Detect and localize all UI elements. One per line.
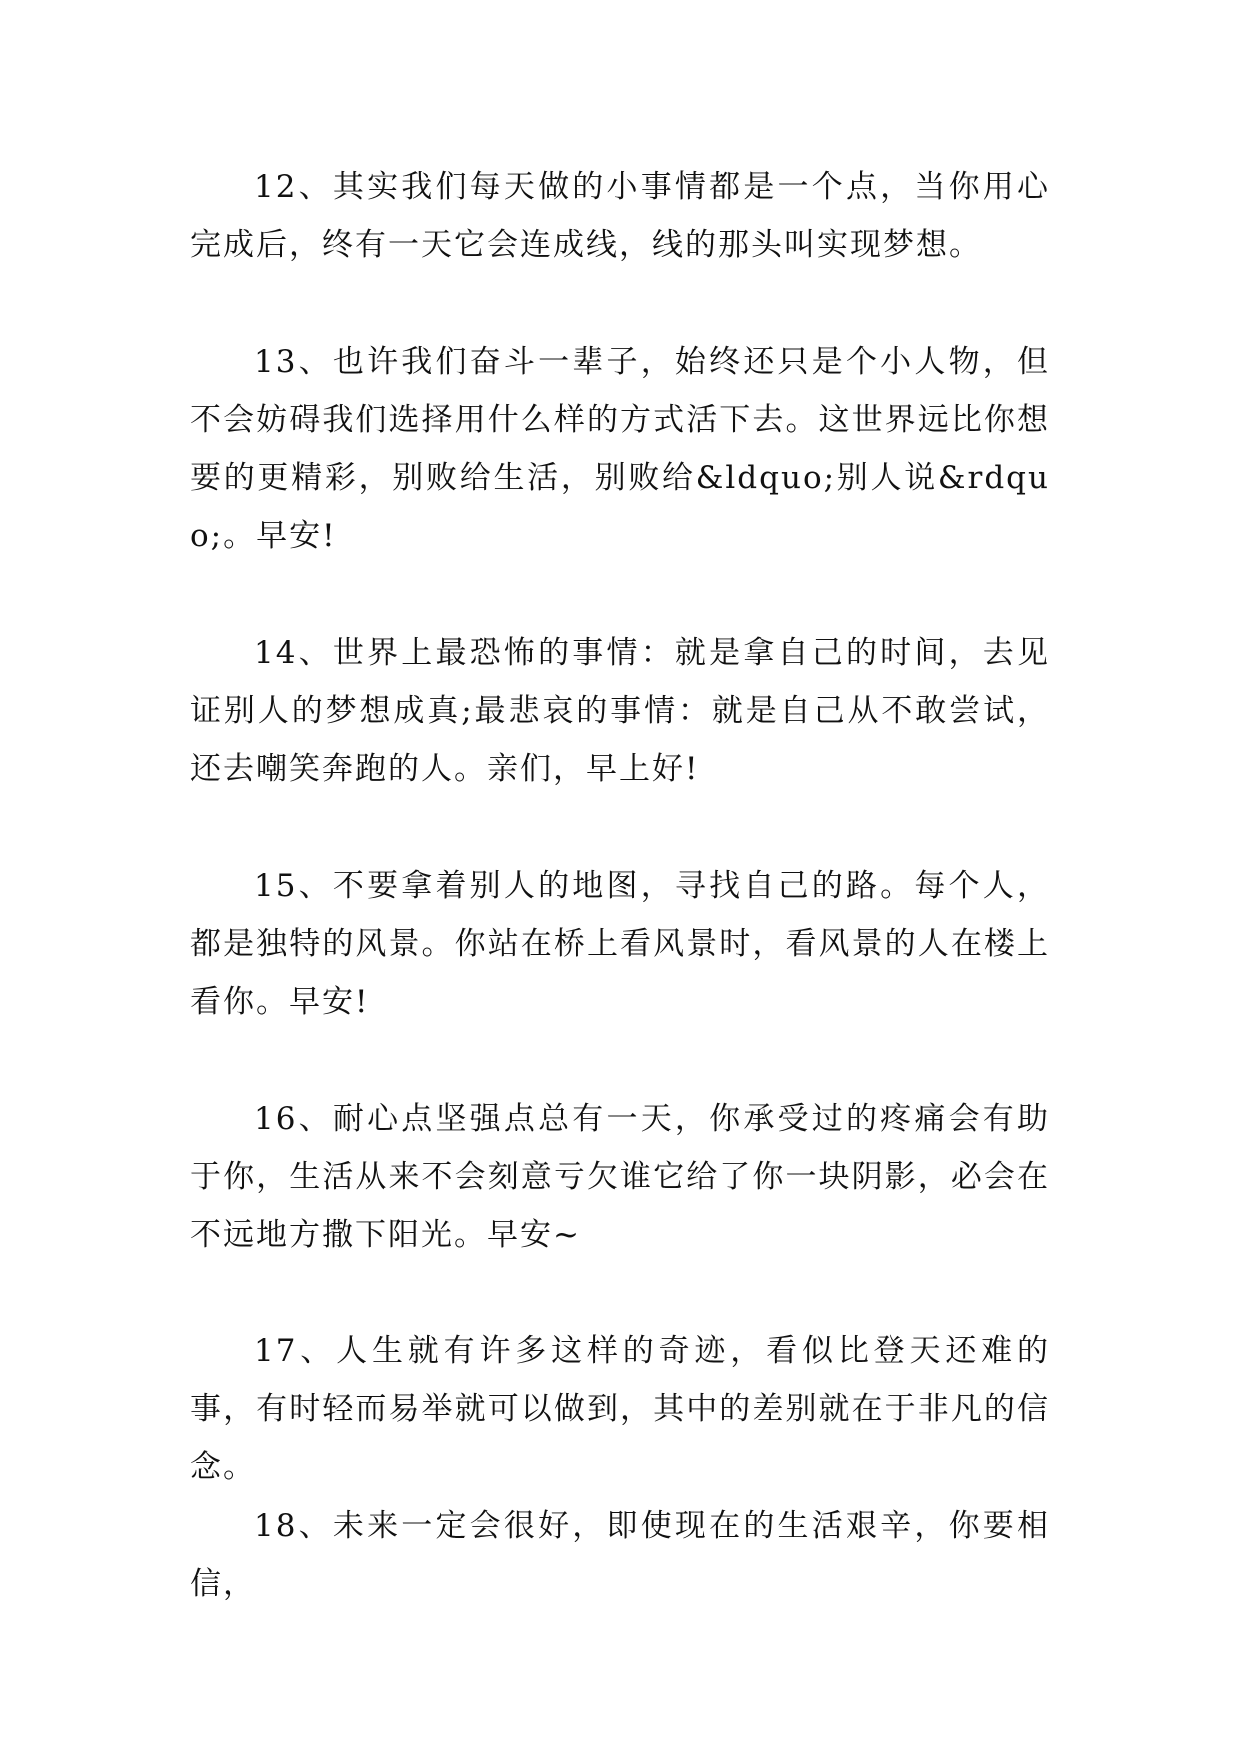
paragraph-17: 17、人生就有许多这样的奇迹，看似比登天还难的事，有时轻而易举就可以做到，其中的差别就在于非凡的信念。 (190, 1333, 1050, 1485)
paragraph-13: 13、也许我们奋斗一辈子，始终还只是个小人物，但不会妨碍我们选择用什么样的方式活下去。这世界远比你想要的更精彩，别败给生活，别败给&ldquo;别人说&rdquo;。早安! (190, 344, 1050, 554)
paragraph-16: 16、耐心点坚强点总有一天，你承受过的疼痛会有助于你，生活从来不会刻意亏欠谁它给了你一块阴影，必会在不远地方撒下阳光。早安~ (190, 1101, 1050, 1253)
paragraph-14: 14、世界上最恐怖的事情：就是拿自己的时间，去见证别人的梦想成真;最悲哀的事情：就是自己从不敢尝试，还去嘲笑奔跑的人。亲们，早上好! (190, 635, 1050, 787)
paragraph-18: 18、未来一定会很好，即使现在的生活艰辛，你要相信， (190, 1508, 1050, 1602)
paragraph-12: 12、其实我们每天做的小事情都是一个点，当你用心完成后，终有一天它会连成线，线的那头叫实现梦想。 (190, 169, 1050, 263)
paragraph-15: 15、不要拿着别人的地图，寻找自己的路。每个人，都是独特的风景。你站在桥上看风景时，看风景的人在楼上看你。早安! (190, 868, 1050, 1020)
